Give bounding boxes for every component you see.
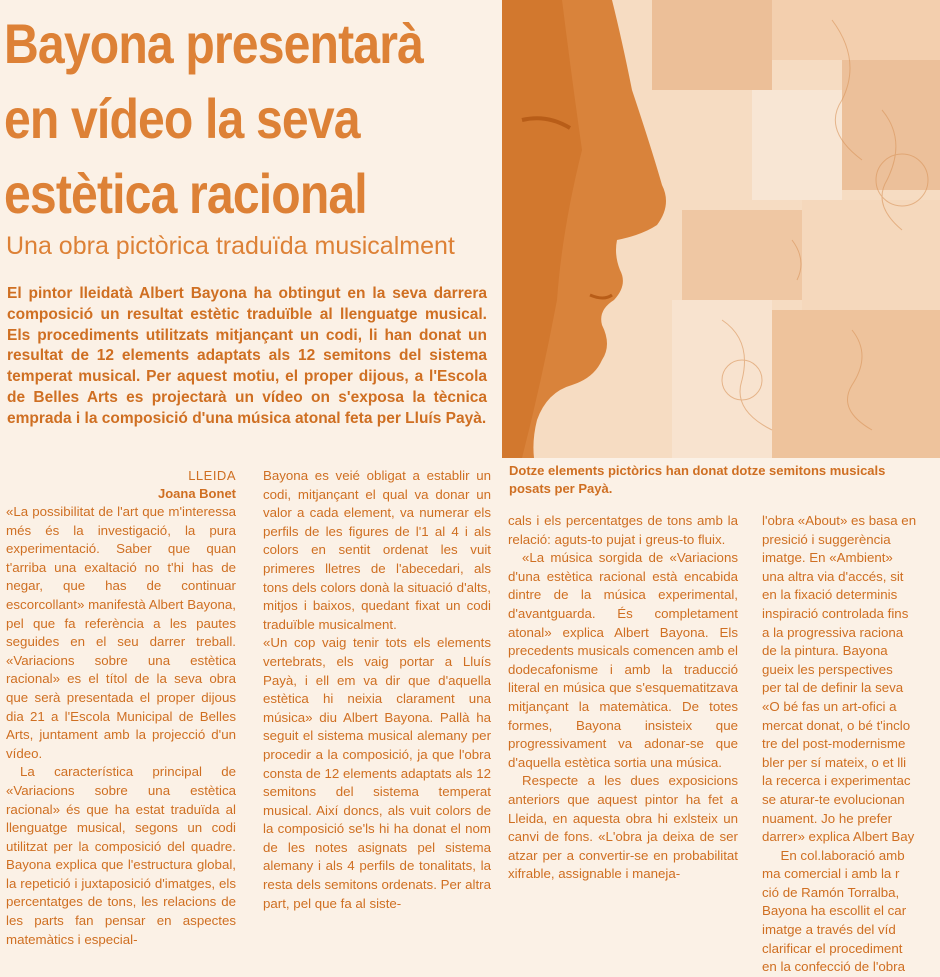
text-line: ma comercial i amb la r xyxy=(762,866,900,882)
body-column-4 xyxy=(762,512,940,975)
text-line: «O bé fas un art-ofici a xyxy=(762,698,897,714)
text-line: la recerca i experimentac xyxy=(762,773,911,789)
headline-line: en vídeo la seva xyxy=(4,87,360,150)
text-line: per tal de definir la seva xyxy=(762,680,904,696)
text-line: a la progressiva raciona xyxy=(762,624,904,640)
text-line: en la confecció de l'obra xyxy=(762,959,905,975)
text-line: mercat donat, o bé t'inclo xyxy=(762,717,911,733)
body-column-3 xyxy=(508,512,738,940)
body-column-1 xyxy=(6,467,236,947)
body-column-2 xyxy=(263,467,491,940)
text-line: de la pintura. Bayona xyxy=(762,643,888,659)
text-line: gueix les perspectives xyxy=(762,661,893,677)
text-line: En col.laboració amb xyxy=(762,847,905,863)
caption-line: posats per Payà. xyxy=(509,481,613,496)
text-line: nuament. Jo he prefer xyxy=(762,810,893,826)
portrait-photo xyxy=(502,0,940,458)
paragraph: «La possibilitat de l'art que m'interessa més és la investigació, la pura experimentació. Saber que quan t'arriba una exaltació no t'hi has de negar, que has de continuar escorcollant» manifestà Albert Bayona, pel que fa referència a les pautes seguides en el seu darrer treball. «Variacions sobre una estètica racional» es el títol de la seva obra que serà presentada el proper dijous dia 21 a l'Escola Municipal de Belles Arts, juntament amb la projecció d'un vídeo. xyxy=(6,504,236,761)
photo-caption xyxy=(509,462,940,502)
paragraph: «Un cop vaig tenir tots els elements vertebrats, els vaig portar a Lluís Payà, i ell em va dir que d'aquella estètica hi neixia clarament una música» diu Albert Bayona. Pallà ha seguit el sistema musical alemany per procedir a la composició, ja que l'obra consta de 12 elements adaptats als 12 semitons del sistema temperat musical. Així doncs, als vuit colors de la composició se'ls hi ha donat el nom de les notes asignats pel sistema alemany i als 4 perfils de tonalitats, la resta dels semitons ordenats. Per altra part, pel que fa al siste- xyxy=(263,635,491,911)
text-line: en la fixació determinis xyxy=(762,587,898,603)
text-line: darrer» explica Albert Bay xyxy=(762,829,915,845)
text-line: ció de Ramón Torralba, xyxy=(762,884,900,900)
article-headline xyxy=(4,6,434,231)
text-line: l'obra «About» es basa en xyxy=(762,513,917,528)
text-line: bler per sí mateix, o et lli xyxy=(762,754,907,770)
paragraph: cals i els percentatges de tons amb la relació: aguts-to pujat i greus-to fluix. xyxy=(508,513,738,547)
byline: Joana Bonet xyxy=(157,486,236,501)
headline-line: Bayona presentarà xyxy=(4,12,424,75)
headline-line: estètica racional xyxy=(4,162,367,225)
article-lead: El pintor lleidatà Albert Bayona ha obtingut en la seva darrera composició un resultat estètic traduïble al llenguatge musical. Els procediments utilitzats mitjançant un codi, li han donat un resultat de 12 elements adaptats als 12 semitons del sistema temperat musical. Per aquest motiu, el proper dijous, a l'Escola de Belles Arts es projectarà un vídeo on s'exposa la tècnica emprada i la composició d'una música atonal feta per Lluís Payà. xyxy=(7,285,487,427)
dateline: LLEIDA xyxy=(188,468,236,483)
text-line: imatge a través del víd xyxy=(762,922,896,938)
article-subtitle: Una obra pictòrica traduïda musicalment xyxy=(6,232,455,260)
paragraph: «La música sorgida de «Variacions d'una estètica racional està encabida dintre de la música experimental, d'avantguarda. És completament atonal» explica Albert Bayona. Els precedents musicals comencen amb el dodecafonisme i amb la traducció literal en música que s'esquematitzava mitjançant la matemàtica. De totes formes, Bayona insisteix que progressivament va adonar-se que d'aquella estètica sortia una música. xyxy=(508,550,738,770)
text-line: Bayona ha escollit el car xyxy=(762,903,907,919)
text-line: inspiració controlada fins xyxy=(762,605,909,621)
text-line: tre del post-modernisme xyxy=(762,736,906,752)
text-line: clarificar el procediment xyxy=(762,940,903,956)
caption-line: Dotze elements pictòrics han donat dotze semitons musicals xyxy=(509,463,886,478)
text-line: una altra via d'accés, sit xyxy=(762,568,904,584)
text-line: imatge. En «Ambient» xyxy=(762,550,893,566)
paragraph: La característica principal de «Variacions sobre una estètica racional» és que ha estat traduïda al llenguatge musical, segons un codi utilitzat per la composició del quadre. Bayona explica que l'estructura global, la repetició i juxtaposició d'imatges, els percentatges de tons, les relacions de les parts fan pensar en aspectes matemàtics i especial- xyxy=(6,764,236,947)
paragraph: Respecte a les dues exposicions anteriors que aquest pintor ha fet a Lleida, en aquesta obra hi exlsteix un canvi de fons. «L'obra ja deixa de ser atzar per a convertir-se en probabilitat xifrable, assignable i maneja- xyxy=(508,773,738,882)
text-line: presició i suggerència xyxy=(762,531,891,547)
text-line: se aturar-te evolucionan xyxy=(762,791,905,807)
paragraph: Bayona es veié obligat a establir un codi, mitjançant el qual va donar un valor a cada element, va numerar els perfils de les figures de l'1 al 4 i als colors en sentit ordenat les vuit primeres lletres de l'abecedari, als tons dels colors donà la situació d'alts, mitjos i baixos, quedant fixat un codi traduïble musicalment. xyxy=(263,468,491,632)
